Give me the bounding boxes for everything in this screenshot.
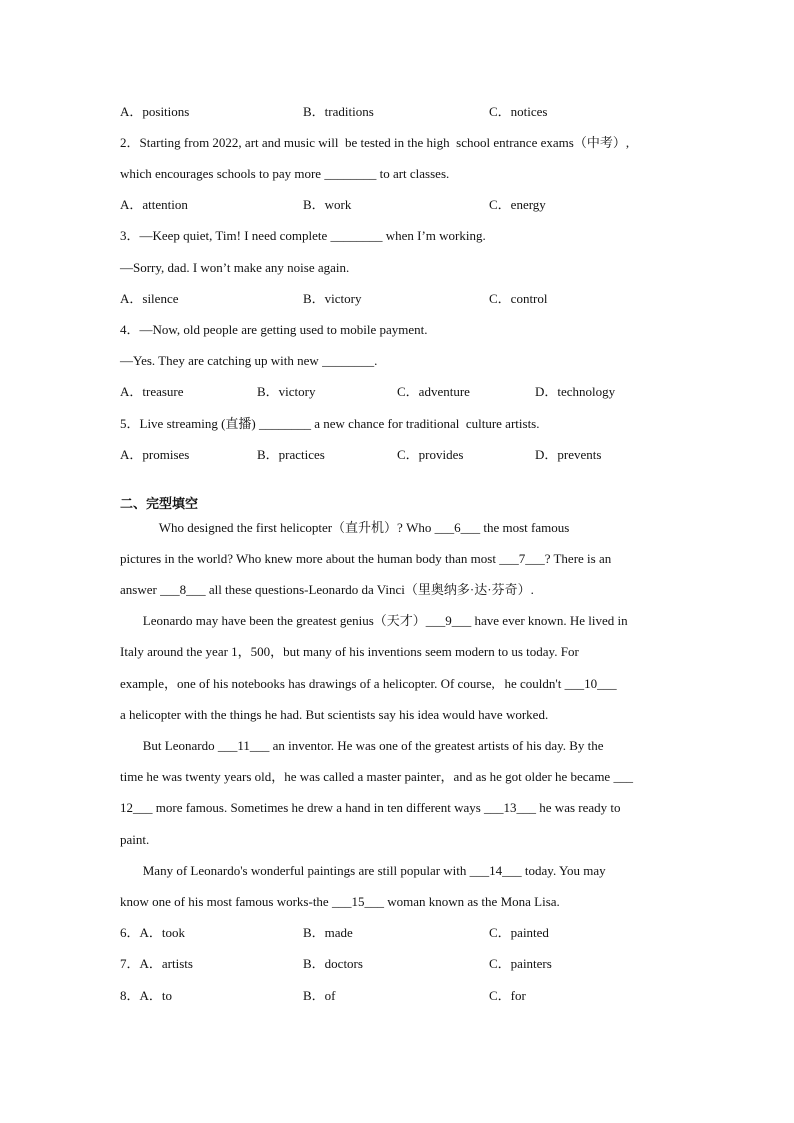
passage-line-6: example，one of his notebooks has drawings of a helicopter. Of course, he couldn't ___10___: [120, 676, 617, 691]
q6-options: [120, 925, 674, 941]
q8-option-b: B．of: [303, 988, 336, 1003]
q5-option-d: D．prevents: [535, 447, 602, 462]
passage-line-13: know one of his most famous works-the ___15___ woman known as the Mona Lisa.: [120, 894, 560, 909]
q5-option-c: C．provides: [397, 447, 464, 462]
q7-options: [120, 956, 674, 972]
passage-line-12: Many of Leonardo's wonderful paintings are still popular with ___14___ today. You may: [120, 863, 606, 878]
q1-option-b: B．traditions: [303, 104, 374, 119]
passage-line-1: Who designed the first helicopter（直升机）? Who ___6___ the most famous: [120, 520, 570, 535]
q2-stem-line1: 2．Starting from 2022, art and music will be tested in the high school entrance exams（中考）,: [120, 135, 630, 150]
passage-line-5: Italy around the year 1，500，but many of his inventions seem modern to us today. For: [120, 644, 579, 659]
q5-stem-line1: 5．Live streaming (直播) ________ a new chance for traditional culture artists.: [120, 416, 540, 431]
q6-option-a: 6．A．took: [120, 925, 186, 940]
q7-option-a: 7．A．artists: [120, 956, 193, 971]
q1-option-c: C．notices: [489, 104, 548, 119]
passage-line-2: pictures in the world? Who knew more about the human body than most ___7___? There is an: [120, 551, 612, 566]
q2-stem-line2: which encourages schools to pay more ________ to art classes.: [120, 166, 450, 181]
q2-option-a: A．attention: [120, 197, 188, 212]
q4-option-d: D．technology: [535, 384, 616, 399]
q8-option-a: 8．A．to: [120, 988, 173, 1003]
q8-option-c: C．for: [489, 988, 526, 1003]
q3-stem-line1: 3．—Keep quiet, Tim! I need complete ________ when I’m working.: [120, 228, 486, 243]
q5-option-a: A．promises: [120, 447, 190, 462]
q3-option-b: B．victory: [303, 291, 362, 306]
q8-options: [120, 988, 674, 1004]
q4-option-a: A．treasure: [120, 384, 184, 399]
passage-line-4: Leonardo may have been the greatest genius（天才）___9___ have ever known. He lived in: [120, 613, 628, 628]
passage-line-7: a helicopter with the things he had. But scientists say his idea would have worked.: [120, 707, 549, 722]
q4-stem-line2: —Yes. They are catching up with new ________.: [120, 353, 378, 368]
q2-options: [120, 197, 674, 213]
q5-options: [120, 447, 674, 463]
q1-option-a: A．positions: [120, 104, 190, 119]
q6-option-c: C．painted: [489, 925, 549, 940]
section-heading-cloze: 二、完型填空: [120, 497, 199, 512]
passage-line-10: 12___ more famous. Sometimes he drew a hand in ten different ways ___13___ he was ready to: [120, 800, 621, 815]
q4-options: [120, 384, 674, 400]
q3-options: [120, 291, 674, 307]
q4-stem-line1: 4．—Now, old people are getting used to mobile payment.: [120, 322, 428, 337]
q1-options: [120, 104, 674, 120]
q5-option-b: B．practices: [257, 447, 325, 462]
q3-option-c: C．control: [489, 291, 548, 306]
q3-stem-line2: —Sorry, dad. I won’t make any noise again.: [120, 260, 350, 275]
q2-option-c: C．energy: [489, 197, 546, 212]
q7-option-c: C．painters: [489, 956, 552, 971]
q6-option-b: B．made: [303, 925, 353, 940]
q7-option-b: B．doctors: [303, 956, 363, 971]
q2-option-b: B．work: [303, 197, 352, 212]
q3-option-a: A．silence: [120, 291, 179, 306]
passage-line-8: But Leonardo ___11___ an inventor. He was one of the greatest artists of his day. By the: [120, 738, 604, 753]
q4-option-c: C．adventure: [397, 384, 470, 399]
passage-line-11: paint.: [120, 832, 150, 847]
q4-option-b: B．victory: [257, 384, 316, 399]
passage-line-9: time he was twenty years old，he was called a master painter，and as he got older he became ___: [120, 769, 633, 784]
passage-line-3: answer ___8___ all these questions-Leonardo da Vinci（里奥纳多·达·芬奇）.: [120, 582, 534, 597]
